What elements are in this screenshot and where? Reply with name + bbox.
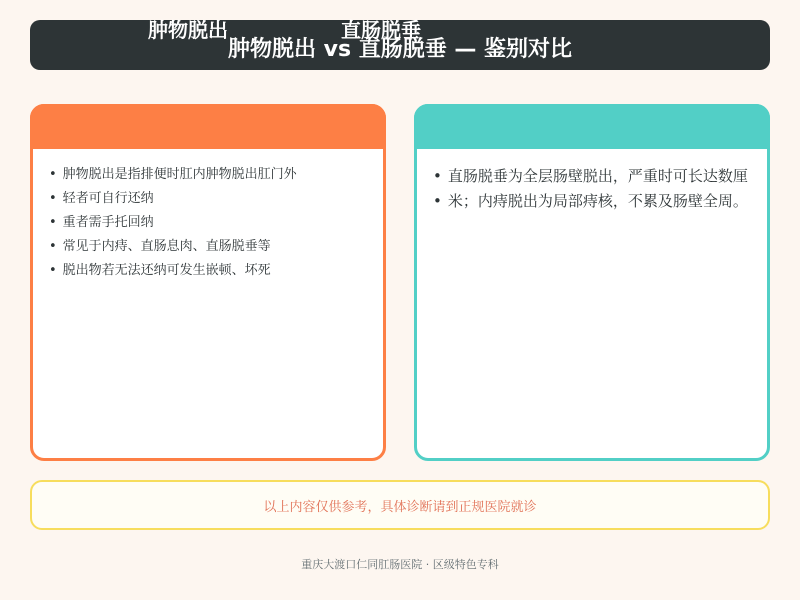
- rectal-prolapse-card: [414, 104, 770, 461]
- disclaimer-note: 以上内容仅供参考，具体诊断请到正规医院就诊: [30, 480, 770, 530]
- bullet-icon: •: [49, 167, 57, 182]
- tumor-prolapse-list: [49, 166, 297, 286]
- rectal-prolapse-card-title: 直肠脱垂: [341, 18, 421, 42]
- rectal-prolapse-list: [433, 166, 773, 216]
- list-item: • 米；内痔脱出为局部痔核，不累及肠壁全周。: [433, 192, 748, 210]
- footer-text: 重庆大渡口仁同肛肠医院 · 区级特色专科: [301, 558, 499, 571]
- list-item: • 肿物脱出是指排便时肛内肿物脱出肛门外: [49, 167, 297, 182]
- bullet-icon: •: [49, 215, 57, 230]
- tumor-prolapse-card-title: 肿物脱出: [148, 18, 228, 42]
- bullet-icon: •: [433, 167, 442, 185]
- tumor-prolapse-card-header: [30, 104, 386, 149]
- list-item: • 常见于内痔、直肠息肉、直肠脱垂等: [49, 239, 271, 254]
- bullet-icon: •: [433, 192, 442, 210]
- list-item: • 重者需手托回纳: [49, 215, 154, 230]
- bullet-icon: •: [49, 239, 57, 254]
- rectal-prolapse-card-header: [414, 104, 770, 149]
- list-item: • 直肠脱垂为全层肠壁脱出，严重时可长达数厘: [433, 167, 748, 185]
- list-item: • 脱出物若无法还纳可发生嵌顿、坏死: [49, 263, 271, 278]
- bullet-icon: •: [49, 191, 57, 206]
- bullet-icon: •: [49, 263, 57, 278]
- list-item: • 轻者可自行还纳: [49, 191, 154, 206]
- page-title: 肿物脱出 vs 直肠脱垂 — 鉴别对比: [30, 20, 770, 70]
